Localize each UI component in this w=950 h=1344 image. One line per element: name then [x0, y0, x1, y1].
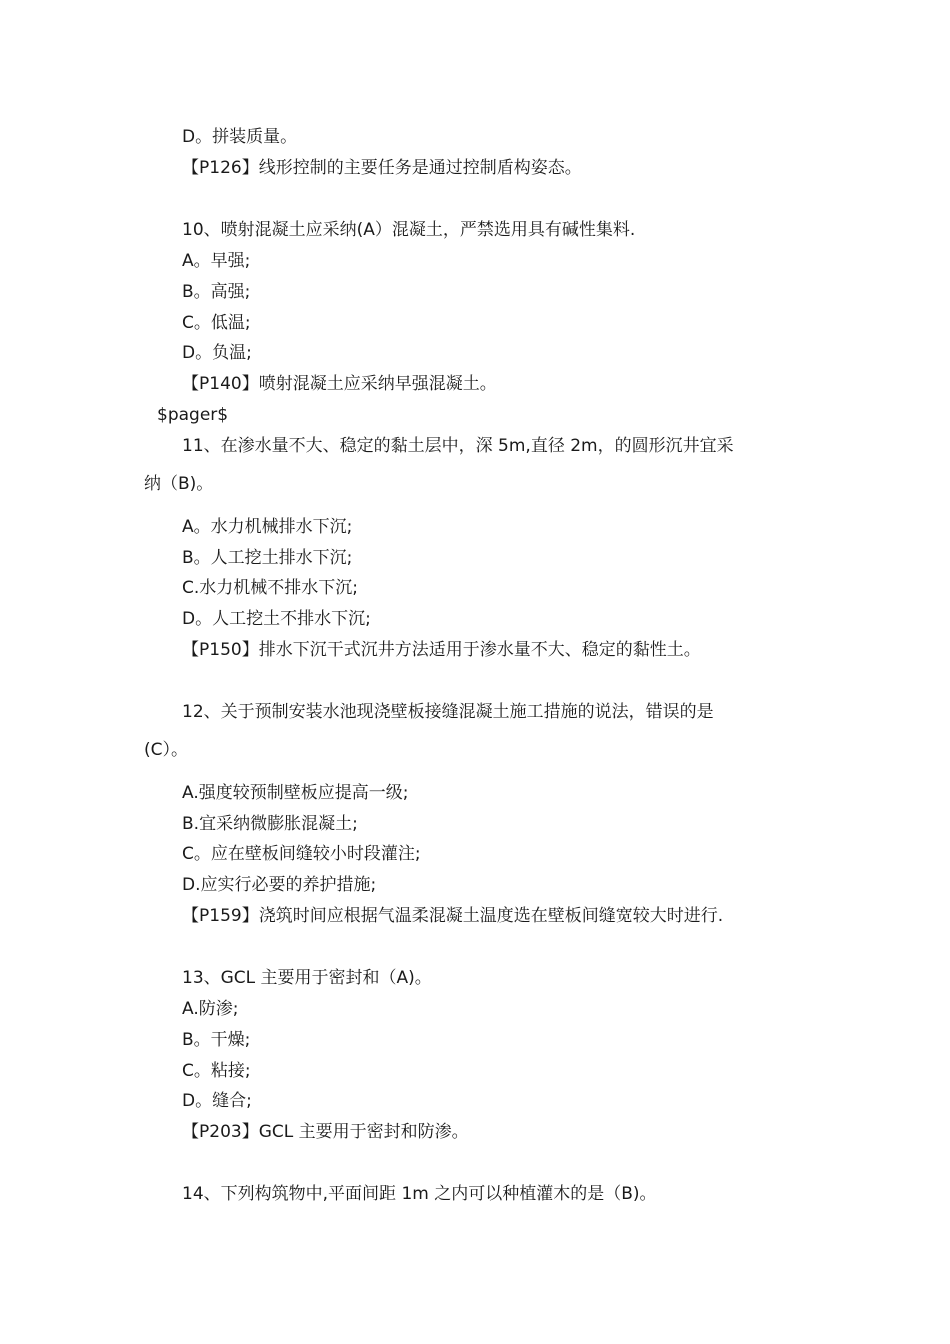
- option-10-b: B。高强;: [182, 282, 251, 302]
- question-13: 13、GCL 主要用于密封和（A)。: [182, 968, 432, 988]
- question-10: 10、喷射混凝土应采纳(A）混凝土，严禁选用具有碱性集料.: [182, 220, 636, 240]
- note-p159: 【P159】浇筑时间应根据气温柔混凝土温度选在壁板间缝宽较大时进行.: [182, 906, 724, 926]
- option-10-d: D。负温;: [182, 343, 252, 363]
- option-11-d: D。人工挖土不排水下沉;: [182, 609, 371, 629]
- question-12-line-2: (C）。: [144, 740, 189, 760]
- option-12-c: C。应在壁板间缝较小时段灌注;: [182, 844, 421, 864]
- option-10-c: C。低温;: [182, 313, 251, 333]
- question-11-line-2: 纳（B)。: [144, 474, 214, 494]
- option-11-b: B。人工挖土排水下沉;: [182, 548, 353, 568]
- option-13-d: D。缝合;: [182, 1091, 252, 1111]
- option-13-c: C。粘接;: [182, 1061, 251, 1081]
- note-p140: 【P140】喷射混凝土应采纳早强混凝土。: [182, 374, 497, 394]
- note-p126: 【P126】线形控制的主要任务是通过控制盾构姿态。: [182, 158, 582, 178]
- text-line-d-assembly: D。拼装质量。: [182, 127, 298, 147]
- option-13-a: A.防渗;: [182, 999, 239, 1019]
- option-11-c: C.水力机械不排水下沉;: [182, 578, 359, 598]
- question-12-line-1: 12、关于预制安装水池现浇壁板接缝混凝土施工措施的说法，错误的是: [182, 702, 714, 722]
- option-11-a: A。水力机械排水下沉;: [182, 517, 353, 537]
- note-p203: 【P203】GCL 主要用于密封和防渗。: [182, 1122, 469, 1142]
- pager-marker: $pager$: [157, 405, 229, 425]
- option-10-a: A。早强;: [182, 251, 251, 271]
- option-13-b: B。干燥;: [182, 1030, 251, 1050]
- option-12-a: A.强度较预制壁板应提高一级;: [182, 783, 409, 803]
- note-p150: 【P150】排水下沉干式沉井方法适用于渗水量不大、稳定的黏性土。: [182, 640, 701, 660]
- question-11-line-1: 11、在渗水量不大、稳定的黏土层中，深 5m,直径 2m，的圆形沉井宜采: [182, 436, 734, 456]
- option-12-b: B.宜采纳微膨胀混凝土;: [182, 814, 358, 834]
- question-14: 14、下列构筑物中,平面间距 1m 之内可以种植灌木的是（B)。: [182, 1184, 657, 1204]
- option-12-d: D.应实行必要的养护措施;: [182, 875, 377, 895]
